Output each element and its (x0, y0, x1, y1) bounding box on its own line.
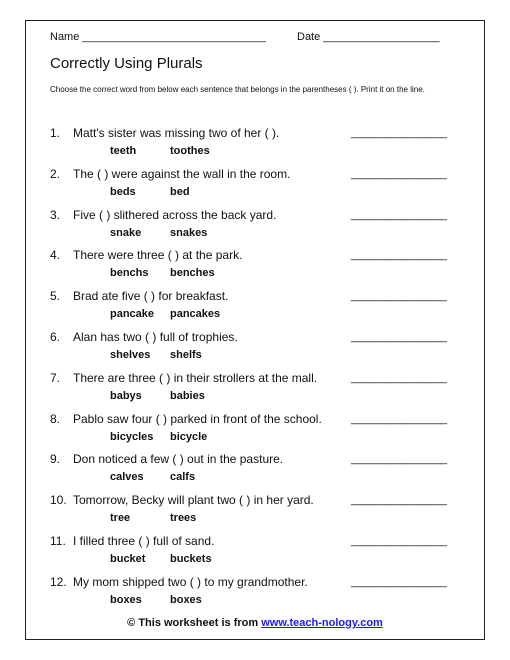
word-option: shelves (110, 349, 151, 361)
footer-credit (0, 617, 510, 629)
question-item (50, 248, 470, 288)
word-option: pancakes (170, 308, 221, 321)
word-option: boxes (170, 593, 202, 606)
word-option: bucket (110, 553, 146, 565)
question-number: 12. (50, 574, 67, 589)
question-text: My mom shipped two ( ) to my grandmother. (73, 574, 308, 589)
word-option: teeth (110, 145, 137, 157)
question-text: Matt's sister was missing two of her ( ). (73, 126, 280, 140)
answer-line[interactable]: _________________ (351, 371, 447, 384)
word-option: calfs (170, 471, 196, 484)
question-item (50, 371, 470, 411)
question-item (50, 289, 470, 329)
question-text: I filled three ( ) full of sand. (73, 534, 215, 548)
question-number: 9. (50, 452, 61, 467)
question-number: 4. (50, 248, 61, 263)
word-option: bed (170, 185, 190, 198)
question-number: 8. (50, 411, 61, 426)
word-option: benchs (110, 267, 149, 280)
question-number: 10. (50, 493, 67, 508)
question-text: Alan has two ( ) full of trophies. (73, 330, 238, 344)
question-item (50, 126, 470, 166)
name-field-label: Name ______________________________ (50, 31, 266, 43)
question-text: Pablo saw four ( ) parked in front of the school. (73, 411, 322, 426)
answer-line[interactable]: _________________ (351, 535, 447, 547)
word-option: shelfs (170, 349, 202, 361)
question-item (50, 167, 470, 207)
answer-line[interactable]: _________________ (351, 167, 447, 180)
question-item (50, 452, 470, 492)
word-option: bicycles (110, 430, 154, 443)
question-number: 11. (50, 534, 66, 548)
question-text: The ( ) were against the wall in the room. (73, 166, 291, 181)
question-text: Five ( ) slithered across the back yard. (73, 207, 277, 222)
answer-line[interactable]: _________________ (351, 127, 447, 139)
word-option: babys (110, 389, 142, 402)
word-option: buckets (170, 553, 212, 565)
footer-link[interactable]: www.teach-nology.com (261, 617, 383, 629)
question-number: 6. (50, 330, 61, 344)
answer-line[interactable]: _________________ (351, 453, 447, 466)
question-number: 3. (50, 207, 61, 222)
question-item (50, 575, 470, 615)
word-option: babies (170, 389, 205, 402)
word-option: pancake (110, 308, 155, 321)
word-option: snake (110, 226, 142, 239)
question-item (50, 208, 470, 248)
word-option: snakes (170, 226, 208, 239)
answer-line[interactable]: _________________ (351, 249, 447, 262)
question-number: 5. (50, 289, 61, 304)
answer-line[interactable]: _________________ (351, 290, 447, 303)
footer-prefix: © This worksheet is from (127, 617, 262, 629)
question-text: Tomorrow, Becky will plant two ( ) in her yard. (73, 493, 314, 508)
word-option: beds (110, 185, 136, 198)
answer-line[interactable]: _________________ (351, 494, 447, 507)
question-text: There were three ( ) at the park. (73, 248, 243, 263)
word-option: tree (110, 512, 131, 525)
question-text: There are three ( ) in their strollers at the mall. (73, 370, 318, 385)
word-option: trees (170, 512, 197, 525)
answer-line[interactable]: _________________ (351, 331, 447, 343)
question-number: 7. (50, 370, 61, 385)
question-text: Don noticed a few ( ) out in the pasture. (73, 452, 284, 467)
word-option: calves (110, 471, 144, 484)
question-number: 1. (50, 126, 61, 140)
word-option: benches (170, 267, 215, 280)
question-item (50, 330, 470, 370)
answer-line[interactable]: _________________ (351, 575, 447, 588)
word-option: boxes (110, 593, 142, 606)
word-option: toothes (170, 145, 210, 157)
question-number: 2. (50, 166, 61, 181)
answer-line[interactable]: _________________ (351, 208, 447, 221)
question-item (50, 493, 470, 533)
worksheet-title: Correctly Using Plurals (50, 55, 203, 72)
word-option: bicycle (170, 430, 208, 443)
question-text: Brad ate five ( ) for breakfast. (73, 289, 229, 304)
date-field-label: Date ___________________ (297, 31, 440, 43)
answer-line[interactable]: _________________ (351, 412, 447, 425)
instructions: Choose the correct word from below each sentence that belongs in the parentheses ( ). Print it on the line. (50, 85, 425, 94)
question-item (50, 412, 470, 452)
question-item (50, 534, 470, 574)
